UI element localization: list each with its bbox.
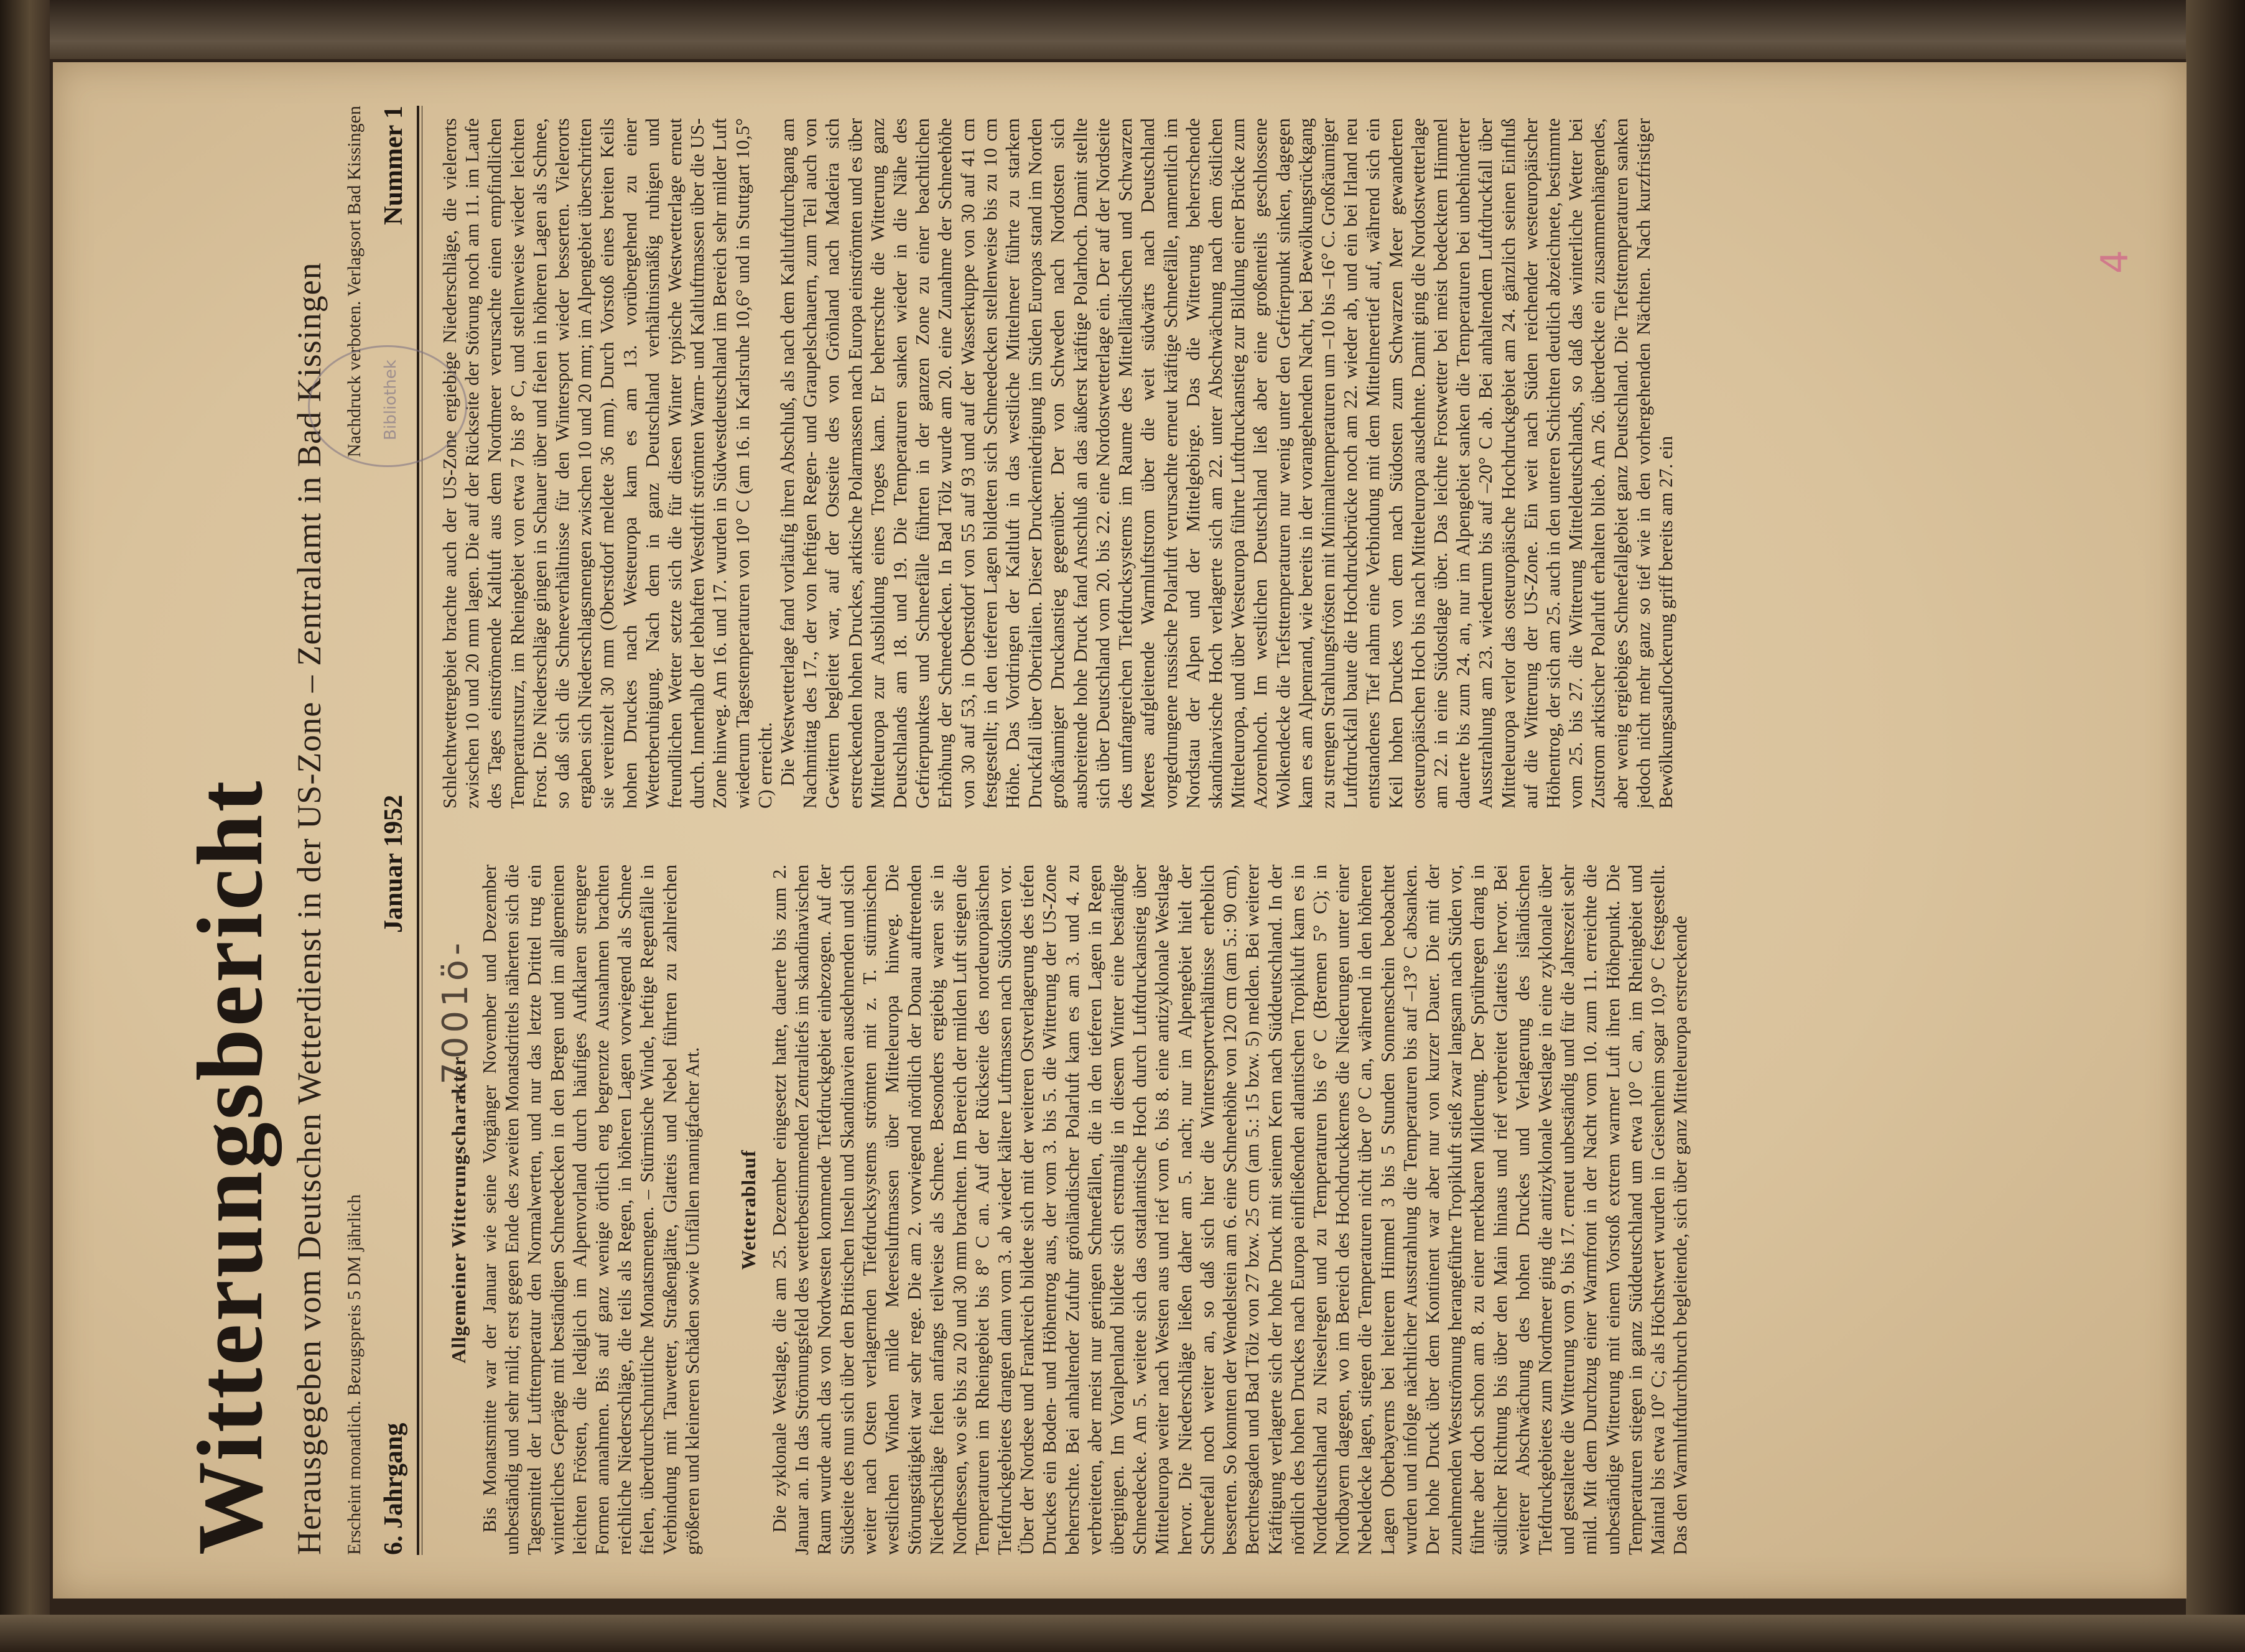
red-page-mark: 4 [2093, 249, 2137, 274]
issue-line [376, 106, 414, 1555]
library-stamp-text: Bibliothek [381, 360, 400, 440]
volume-label: 6. Jahrgang [379, 1422, 408, 1555]
column-left [439, 865, 2118, 1555]
book-binding-top [0, 0, 2245, 59]
paper-sheet [53, 62, 2187, 1599]
page-inner [177, 106, 2118, 1555]
library-stamp [308, 345, 467, 467]
header-rule [417, 106, 419, 1555]
book-binding-bottom [0, 1615, 2245, 1652]
book-binding-left [0, 0, 50, 1652]
book-binding-right [2186, 0, 2245, 1652]
issue-month: Januar 1952 [379, 794, 408, 933]
handwritten-catalog-number: -7001ö- [435, 939, 476, 1101]
article-columns [439, 106, 2118, 1555]
masthead-subtitle: Herausgegeben vom Deutschen Wetterdienst in der US-Zone – Zentralamt in Bad Kissingen [291, 262, 328, 1555]
column-right [439, 118, 2118, 809]
section-gap [704, 865, 728, 1555]
publication-rights-place: Nachdruck verboten. Verlagsort Bad Kissingen [344, 106, 365, 458]
rotated-page-content [53, 62, 2187, 1599]
section-heading-general: Allgemeiner Witterungscharakter [447, 1056, 470, 1364]
paragraph-course-right-1: Schlechtwettergebiet brachte auch der US-Zone ergiebige Niederschläge, die vielerorts zwischen 10 und 20 mm lagen. Die auf der Rückseite der Störung noch am 11. im Laufe des Tages einströmende Kaltluft aus dem Nordmeer verursachte einen empfindlichen Temperatursturz, im Rheingebiet von etwa 7 bis 8° C, und stellenweise wieder leichten Frost. Die Niederschläge gingen in Schauer über und fielen in höheren Lagen als Schnee, so daß sich die Schneeverhältnisse für den Wintersport wieder besserten. Vielerorts ergaben sich Niederschlagsmengen zwischen 10 und 20 mm; im Alpengebiet überschritten sie vereinzelt 30 mm (Oberstdorf meldete 36 mm). Durch Vorstoß eines breiten Keils hohen Druckes nach Westeuropa kam es am 13. vorübergehend zu einer Wetterberuhigung. Nach dem in ganz Deutschland verhältnismäßig ruhigen und freundlichen Wetter setzte sich die für diesen Winter typische Westwetterlage erneut durch. Innerhalb der lebhaften Westdrift strömten Warm- und Kaltluftmassen über die US-Zone hinweg. Am 16. und 17. wurden in Südwestdeutschland im Bereich sehr milder Luft wiederum Tagestemperaturen von 10° C (am 16. in Karlsruhe 10,6° und in Stuttgart 10,5° C) erreicht. [439, 118, 776, 809]
masthead-title: Witterungsbericht [179, 778, 282, 1555]
section-heading-course: Wetterablauf [737, 1149, 760, 1270]
issue-number: Nummer 1 [379, 106, 408, 225]
publication-frequency-price: Erscheint monatlich. Bezugspreis 5 DM jährlich [344, 1194, 365, 1555]
paragraph-course-right-2: Die Westwetterlage fand vorläufig ihren Abschluß, als nach dem Kaltluftdurchgang am Nachmittag des 17., der von heftigen Regen- und Graupelschauern, zum Teil auch von Gewittern begleitet war, auf der Ostseite des von Grönland nach Madeira sich erstreckenden hohen Druckes, arktische Polarmassen nach Europa einströmten und es über Mitteleuropa zur Ausbildung eines Troges kam. Er beherrschte die Witterung ganz Deutschlands am 18. und 19. Die Temperaturen sanken wieder in die Nähe des Gefrierpunktes und Schneefälle führten in der ganzen Zone zu einer beachtlichen Erhöhung der Schneedecken. In Bad Tölz wurde am 20. eine Zunahme der Schneehöhe von 30 auf 53, in Oberstdorf von 55 auf 93 und auf der Wasserkuppe von 30 auf 41 cm festgestellt; in den tieferen Lagen bildeten sich Schneedecken stellenweise bis zu 10 cm Höhe. Das Vordringen der Kaltluft in das westliche Mittelmeer führte zu starkem Druckfall über Oberitalien. Dieser Druckerniedrigung im Süden Europas stand im Norden großräumiger Druckanstieg gegenüber. Der von Schweden nach Nordosten sich ausbreitende hohe Druck fand Anschluß an das äußerst kräftige Polarhoch. Damit stellte sich über Deutschland vom 20. bis 22. eine Nordostwetterlage ein. Der auf der Nordseite des umfangreichen Tiefdrucksystems im Raume des Mittelländischen und Schwarzen Meeres aufgleitende Warmluftstrom über die weit südwärts nach Deutschland vorgedrungene russische Polarluft verursachte erneut kräftige Schneefälle, namentlich im Nordstau der Alpen und der Mittelgebirge. Das die Witterung beherrschende skandinavische Hoch verlagerte sich am 22. unter Abschwächung nach dem östlichen Mitteleuropa, und über Westeuropa führte Luftdruckanstieg zur Bildung einer Brücke zum Azorenhoch. Im westlichen Deutschland ließ aber eine großenteils geschlossene Wolkendecke die Tiefsttemperaturen nur wenig unter den Gefrierpunkt sinken, dagegen kam es am Alpenrand, wie bereits in der vorangehenden Nacht, bei Bewölkungsrückgang zu strengen Strahlungsfrösten mit Minimaltemperaturen um –10 bis –16° C. Großräumiger Luftdruckfall baute die Hochdruckbrücke noch am 22. wieder ab, und ein bei Irland neu entstandenes Tief nahm eine Verbindung mit dem Mittelmeertief auf, während sich ein Keil hohen Druckes von dem nach Südosten zum Schwarzen Meer gewanderten osteuropäischen Hoch bis nach Mitteleuropa ausdehnte. Damit ging die Nordostwetterlage am 22. in eine Südostlage über. Das leichte Frostwetter bei meist bedecktem Himmel dauerte bis zum 24. an, nur im Alpengebiet sanken die Temperaturen bei unbehinderter Ausstrahlung am 23. wiederum bis auf –20° C ab. Bei anhaltendem Luftdruckfall über Mitteleuropa verlor das osteuropäische Hochdruckgebiet am 24. gänzlich seinen Einfluß auf die Witterung der US-Zone. Ein weit nach Süden reichender westeuropäischer Höhentrog, der sich am 25. auch in den unteren Schichten deutlich abzeichnete, bestimmte vom 25. bis 27. die Witterung Mitteldeutschlands, so daß das winterliche Wetter bei Zustrom arktischer Polarluft erhalten blieb. Am 26. überdeckte ein zusammenhängendes, aber wenig ergiebiges Schneefallgebiet ganz Deutschland. Die Tiefsttemperaturen sanken jedoch nicht mehr ganz so tief wie in den vorhergehenden Nächten. Nach kurzfristiger Bewölkungsauflockerung griff bereits am 27. ein [777, 118, 1676, 809]
paragraph-course-left: Die zyklonale Westlage, die am 25. Dezember eingesetzt hatte, dauerte bis zum 2. Januar an. In das Strömungsfeld des wetterbestimmenden Zentraltiefs im skandinavischen Raum wurde auch das von Nordwesten kommende Tiefdruckgebiet einbezogen. Auf der Südseite des nun sich über den Britischen Inseln und Skandinavien ausdehnenden und sich weiter nach Osten verlagernden Tiefdrucksystems strömten mit z. T. stürmischen westlichen Winden milde Meeresluftmassen über Mitteleuropa hinweg. Die Störungstätigkeit war sehr rege. Die am 2. vorwiegend nördlich der Donau auftretenden Niederschläge fielen anfangs teilweise als Schnee. Besonders ergiebig waren sie in Nordhessen, wo sie bis zu 20 und 30 mm brachten. Im Bereich der milden Luft stiegen die Temperaturen im Rheingebiet bis 8° C an. Auf der Rückseite des nordeuropäischen Tiefdruckgebietes drangen dann vom 3. ab wieder kältere Luftmassen nach Südosten vor. Über der Nordsee und Frankreich bildete sich mit der weiteren Ostverlagerung des tiefen Druckes ein Boden- und Höhentrog aus, der vom 3. bis 5. die Witterung der US-Zone beherrschte. Bei anhaltender Zufuhr grönländischer Polarluft kam es am 3. und 4. zu verbreiteten, aber meist nur geringen Schneefällen, die in den tieferen Lagen in Regen übergingen. Im Voralpenland bildete sich erstmalig in diesem Winter eine beständige Schneedecke. Am 5. weitete sich das ostatlantische Hoch durch Luftdruckanstieg über Mitteleuropa weiter nach Westen aus und rief vom 6. bis 8. eine antizyklonale Westlage hervor. Die Niederschläge ließen daher am 5. nach; nur im Alpengebiet hielt der Schneefall noch weiter an, so daß sich hier die Wintersportverhältnisse erheblich besserten. So konnten der Wendelstein am 6. eine Schneehöhe von 120 cm (am 5.: 90 cm), Berchtesgaden und Bad Tölz von 27 bzw. 25 cm (am 5.: 15 bzw. 5) melden. Bei weiterer Kräftigung verlagerte sich der hohe Druck mit seinem Kern nach Süddeutschland. In der nördlich des hohen Druckes nach Europa einfließenden atlantischen Tropikluft kam es in Norddeutschland zu Nieselregen und zu Temperaturen bis 6° C (Bremen 5° C); in Nordbayern dagegen, wo im Bereich des Hochdruckkernes die Niederungen unter einer Nebeldecke lagen, stiegen die Temperaturen nicht über 0° C an, während in den höheren Lagen Oberbayerns bei heiterem Himmel 3 bis 5 Stunden Sonnenschein beobachtet wurden und infolge nächtlicher Ausstrahlung die Temperaturen bis auf –13° C absanken. Der hohe Druck über dem Kontinent war aber nur von kurzer Dauer. Die mit der zunehmenden Westströmung herangeführte Tropikluft stieß zwar langsam nach Süden vor, führte aber doch schon am 8. zu einer merkbaren Milderung. Der Sprühregen drang in südlicher Richtung bis über den Main hinaus und rief verbreitet Glatteis hervor. Bei weiterer Abschwächung des hohen Druckes und Verlagerung des isländischen Tiefdruckgebietes zum Nordmeer ging die antizyklonale Westlage in eine zyklonale über und gestaltete die Witterung vom 9. bis 17. erneut unbeständig und für die Jahreszeit sehr mild. Mit dem Durchzug einer Warmfront in der Nacht vom 10. zum 11. erreichte die unbeständige Witterung mit einem Vorstoß extrem warmer Luft ihren Höhepunkt. Die Temperaturen stiegen in ganz Süddeutschland um etwa 10° C an, im Rheingebiet und Maintal bis etwa 10° C; als Höchstwert wurden in Geisenheim sogar 10,9° C festgestellt. Das den Warmluftdurchbruch begleitende, sich über ganz Mitteleuropa erstreckende [769, 865, 1691, 1555]
paragraph-general: Bis Monatsmitte war der Januar wie seine Vorgänger November und Dezember unbeständig und sehr mild; erst gegen Ende des zweiten Monatsdrittels näherten sich die Tagesmittel der Lufttemperatur den Normalwerten, und nur das letzte Drittel trug ein winterliches Gepräge mit beständigen Schneedecken in den Bergen und im allgemeinen leichten Frösten, die lediglich im Alpenvorland durch häufiges Aufklaren strengere Formen annahmen. Bis auf ganz wenige örtlich eng begrenzte Ausnahmen brachten reichliche Niederschläge, die teils als Regen, in höheren Lagen vorwiegend als Schnee fielen, überdurchschnittliche Monatsmengen. – Stürmische Winde, heftige Regenfälle in Verbindung mit Tauwetter, Straßenglätte, Glatteis und Nebel führten zu zahlreichen größeren und kleineren Schäden sowie Unfällen mannigfacher Art. [479, 865, 703, 1555]
